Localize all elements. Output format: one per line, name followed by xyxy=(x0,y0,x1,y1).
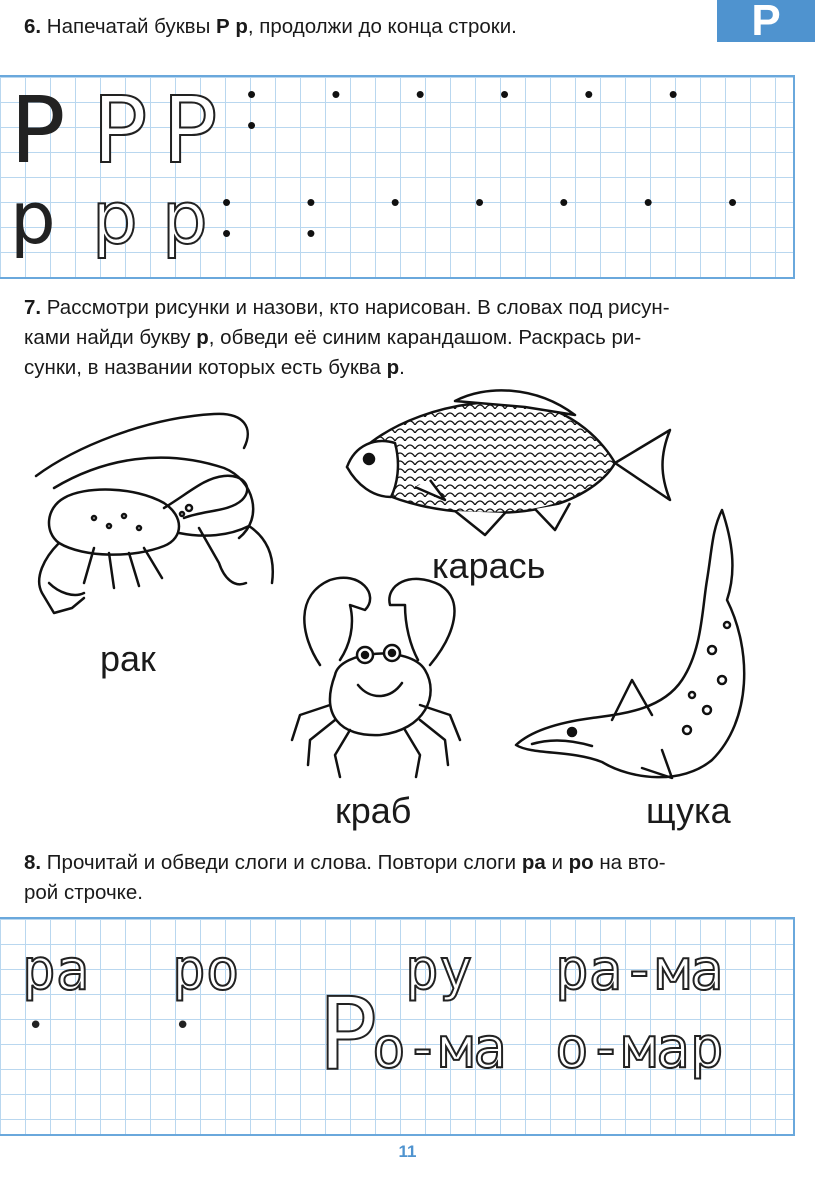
crab-icon[interactable] xyxy=(280,565,480,785)
task-text: , обведи её синим карандашом. Раскрась ри- xyxy=(208,326,642,349)
task-text: , продолжи до конца строки. xyxy=(247,15,517,38)
picture-label: карась xyxy=(432,545,546,586)
pike-icon[interactable] xyxy=(512,500,772,790)
trace-word[interactable]: о-ма xyxy=(372,1016,507,1081)
task-text: Прочитай и обведи слоги и слова. Повтори слоги xyxy=(41,851,522,874)
trace-letter-lower[interactable]: р xyxy=(162,176,208,260)
task-8-heading xyxy=(24,848,792,908)
task-text: сунки, в названии которых есть буква xyxy=(24,356,387,379)
writing-grid-6 xyxy=(0,75,795,279)
task-syllable: ро xyxy=(568,851,594,874)
task-number: 8. xyxy=(24,851,42,874)
tab-letter: Р xyxy=(751,0,781,45)
task-text: . xyxy=(399,356,405,379)
task-number: 6. xyxy=(24,15,42,38)
trace-letter-upper[interactable]: Р xyxy=(92,77,148,184)
trace-word[interactable]: о-мар xyxy=(555,1016,724,1081)
task-text: Рассмотри рисунки и назови, кто нарисован. В словах под рисун- xyxy=(41,296,670,319)
writing-grid-8 xyxy=(0,917,795,1136)
task-7-heading xyxy=(24,293,792,383)
trace-syllable[interactable]: ра xyxy=(22,938,90,1003)
picture-label: краб xyxy=(335,790,412,831)
task-text: на вто- xyxy=(593,851,666,874)
task-text: и xyxy=(545,851,569,874)
page-number: 11 xyxy=(398,1142,417,1161)
trace-letter-lower[interactable]: р xyxy=(92,176,138,260)
task-letter: р xyxy=(196,326,209,349)
task-6-heading xyxy=(24,12,792,42)
picture-label: щука xyxy=(646,790,731,831)
task-syllable: ра xyxy=(521,851,546,874)
task-letters: Р р xyxy=(216,15,248,38)
task-text: Напечатай буквы xyxy=(41,15,216,38)
task-text: ками найди букву xyxy=(24,326,197,349)
trace-syllable[interactable]: ро xyxy=(172,938,240,1003)
sample-letter-lower: р xyxy=(10,176,56,260)
start-dot: • xyxy=(28,1011,44,1041)
sample-letter-upper: Р xyxy=(10,77,66,184)
trace-word[interactable]: ра-ма xyxy=(555,938,724,1003)
start-dot: • xyxy=(175,1011,191,1041)
continuation-dots: • • • • • • • • • xyxy=(222,187,772,248)
trace-syllable[interactable]: ру xyxy=(405,938,473,1003)
trace-capital-letter[interactable]: Р xyxy=(318,976,379,1093)
crayfish-icon[interactable] xyxy=(14,408,304,638)
continuation-dots: • • • • • • • xyxy=(247,79,712,140)
picture-label: рак xyxy=(100,638,156,679)
task-letter: р xyxy=(386,356,400,379)
trace-letter-upper[interactable]: Р xyxy=(162,77,218,184)
task-number: 7. xyxy=(24,296,42,319)
task-text: рой строчке. xyxy=(24,881,143,904)
